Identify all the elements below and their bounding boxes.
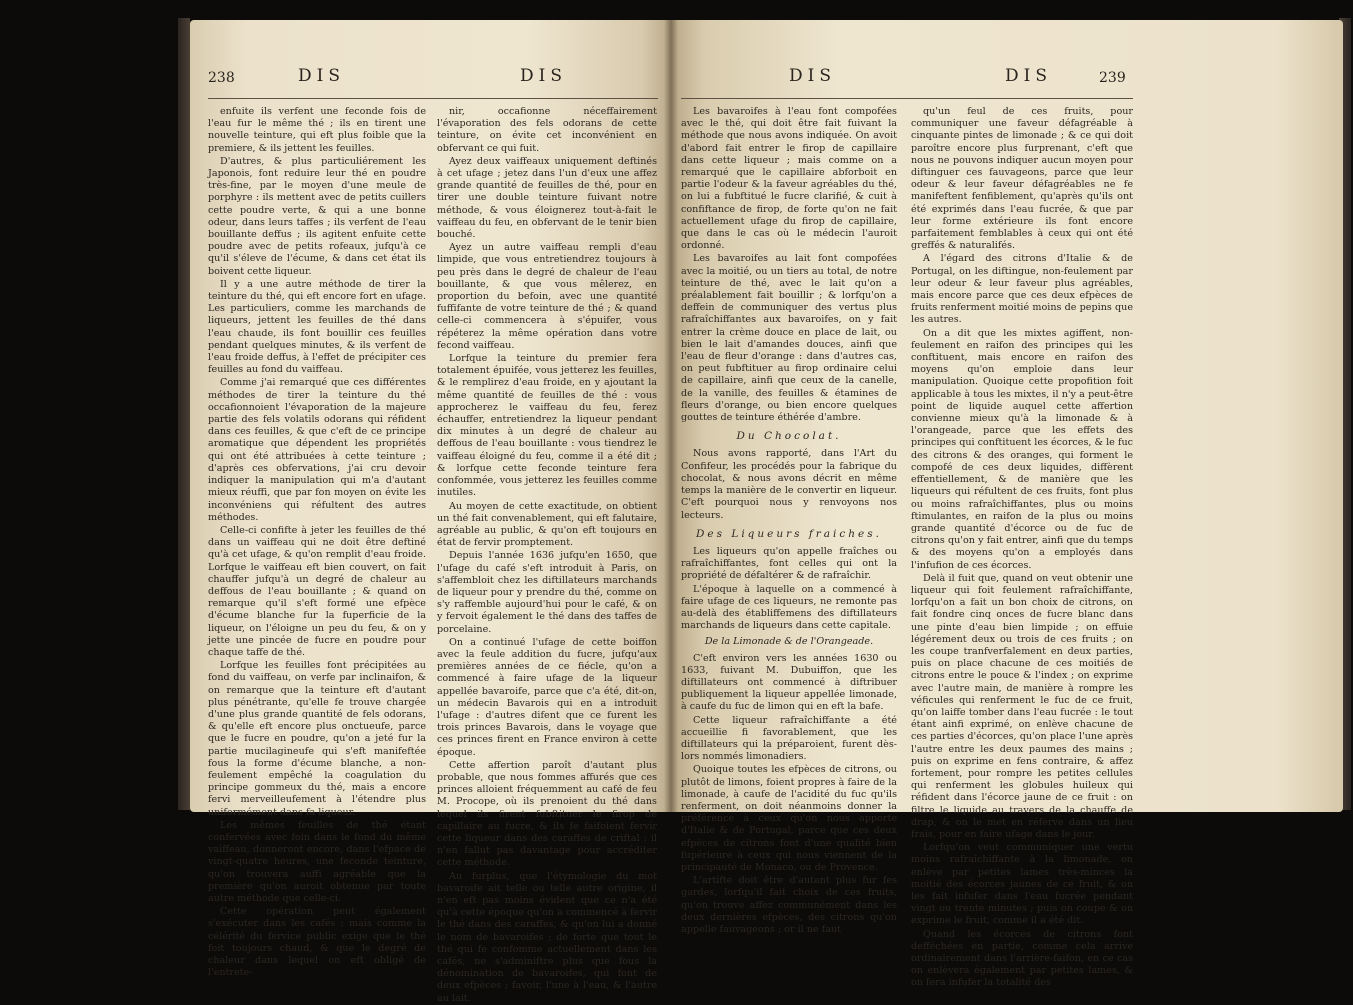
- paragraph: L'époque à laquelle on a commencé à faire ufage de ces liqueurs, ne remonte pas au-delà des établiffemens des diftillateurs marchands de liqueurs dans cette capitale.: [681, 583, 897, 632]
- paragraph: Quand les écorces de citrons font defféchées en partie, comme cela arrive ordinairement dans l'arrière-faifon, en ce cas on enlèvera également par petites lames, & on fera infufer la totalité des: [911, 928, 1133, 989]
- paragraph: Au furplus, que l'étymologie du mot bavaroife ait telle ou telle autre origine, il n'en eft pas moins évident que ce n'a été qu'à cette époque qu'on a commencé à fervir le thé dans des caraffes, & qu'on lui a donné le nom de bavaroifes ; de forte que tout le thé qui fe confomme actuellement dans les cafés, ne s'adminiftre plus que fous la dénomination de bavaroifes, qui font de deux efpèces ; favoir, l'une à l'eau, & l'autre au lait.: [437, 870, 657, 1004]
- paragraph: Ayez un autre vaiffeau rempli d'eau limpide, que vous entretiendrez toujours à peu près dans le degré de chaleur de l'eau bouillante, & que vous mêlerez, en proportion du befoin, avec une quantité fuffifante de votre teinture de thé ; & quand celle-ci commencera à s'épuifer, vous répéterez la même opération dans votre fecond vaiffeau.: [437, 242, 657, 351]
- section-heading: Des Liqueurs fraiches.: [695, 527, 882, 540]
- paragraph: Les bavaroifes à l'eau font compofées avec le thé, qui doit être fait fuivant la méthode que nous avons indiquée. On avoit d'abord fait entrer le firop de capillaire dans cette liqueur ; mais comme on a remarqué que le capillaire abforboit en partie l'odeur & la faveur agréables du thé, on lui a fubftitué le fucre clarifié, & cuit à confiftance de firop, de forte qu'on ne fait actuellement ufage du firop de capillaire, que dans le cas où le médecin l'auroit ordonné.: [681, 106, 897, 252]
- text-column-2: [437, 106, 657, 1004]
- paragraph: Depuis l'année 1636 jufqu'en 1650, que l'ufage du café s'eft introduit à Paris, on s'affembloit chez les diftillateurs marchands de liqueur pour y prendre du thé, comme on s'y raffemble aujourd'hui pour le café, & on y fervoit également le thé dans des taffes de porcelaine.: [437, 550, 657, 635]
- paragraph: A l'égard des citrons d'Italie & de Portugal, on les diftingue, non-feulement par leur odeur & leur faveur plus agréables, mais encore parce que ces deux efpèces de fruits renferment moitié moins de pepins que les autres.: [911, 253, 1133, 326]
- paragraph: Au moyen de cette exactitude, on obtient un thé fait convenablement, qui eft falutaire, agréable au public, & qu'on eft toujours en état de fervir promptement.: [437, 500, 657, 549]
- header-rule: [208, 98, 658, 99]
- paragraph: Il y a une autre méthode de tirer la teinture du thé, qui eft encore fort en ufage. Les particuliers, comme les marchands de liqueurs, jettent les feuilles de thé dans l'eau chaude, ils font bouillir ces feuilles pendant quelques minutes, & ils verfent de l'eau froide deffus, à l'effet de précipiter ces feuilles au fond du vaiffeau.: [208, 278, 426, 376]
- paragraph: Lorfqu'on veut communiquer une vertu moins rafraîchiffante à la limonade, on enlève par petites lames très-minces la moitié des écorces jaunes de ce fruit, & on les fait infufer dans l'eau fucrée pendant vingt ou trente minutes ; puis on coupe & on exprime le fruit, comme il a été dit.: [911, 842, 1133, 927]
- paragraph: Comme j'ai remarqué que ces différentes méthodes de tirer la teinture du thé occafionnoient l'évaporation de la majeure partie des fels volatils odorans qui réfident dans ces feuilles, & que c'eft de ce principe aromatique que dépendent les propriétés qui ont été attribuées à cette teinture ; d'après ces obfervations, j'ai cru devoir indiquer la manipulation qui m'a d'autant mieux réuffi, que par fon moyen on évite les inconvéniens qui réfultent des autres méthodes.: [208, 377, 426, 523]
- paragraph: qu'un feul de ces fruits, pour communiquer une faveur défagréable à cinquante pintes de limonade ; & ce qui doit paroître encore plus furprenant, c'eft que nous ne pouvons indiquer aucun moyen pour diftinguer ces fauvageons, parce que leur odeur & leur faveur défagréables ne fe manifeftent fenfiblement, qu'après qu'ils ont été exprimés dans l'eau fucrée, & que par leur forme extérieure ils font encore parfaitement femblables à ceux qui ont été greffés & naturalifés.: [911, 106, 1133, 252]
- paragraph: nir, occafionne néceffairement l'évaporation des fels odorans de cette teinture, on évite cet inconvénient en obfervant ce qui fuit.: [437, 106, 657, 154]
- subsection-heading: De la Limonade & de l'Orangeade.: [704, 636, 874, 648]
- left-page: [190, 20, 671, 1004]
- paragraph: Les mêmes feuilles de thé étant confervées avec foin dans le fond du même vaiffeau, donneront encore, dans l'efpace de vingt-quatre heures, une feconde teinture, qu'on trouvera auffi agréable que la première qu'on auroit obtenue par toute autre méthode que celle-ci.: [208, 819, 426, 904]
- page-number: 239: [1099, 70, 1126, 86]
- paragraph: enfuite ils verfent une feconde fois de l'eau fur le même thé ; ils en tirent une nouvelle teinture, qui eft plus foible que la premiere, & ils jettent les feuilles.: [208, 106, 426, 154]
- paragraph: Les liqueurs qu'on appelle fraîches ou rafraîchiffantes, font celles qui ont la propriété de défaltérer & de rafraîchir.: [681, 545, 897, 582]
- book-cover-left-edge: [178, 18, 190, 810]
- paragraph: Les bavaroifes au lait font compofées avec la moitié, ou un tiers au total, de notre teinture de thé, avec le lait qu'on a préalablement fait bouillir ; & lorfqu'on a deffein de communiquer des vertus plus rafraîchiffantes aux bavaroifes, on y fait entrer la crème douce en place de lait, ou bien le lait d'amandes douces, ainfi que l'eau de fleur d'orange : dans d'autres cas, on peut fubftituer au firop ordinaire celui de capillaire, ainfi que ceux de la canelle, de la vanille, des feuilles & étamines de fleurs d'orange, ou bien encore quelques gouttes de teinture éthérée d'ambre.: [681, 253, 897, 424]
- paragraph: Cette opération peut également s'exécuter dans les cafés ; mais comme la célérité du fervice public exige que le thé foit toujours chaud, & que le degré de chaleur dans lequel on eft obligé de l'entrete-: [208, 906, 426, 979]
- paragraph: Nous avons rapporté, dans l'Art du Confifeur, les procédés pour la fabrique du chocolat, & nous avons décrit en même temps la manière de le convertir en liqueur. C'eft pourquoi nous y renvoyons nos lecteurs.: [681, 448, 897, 521]
- running-head-left: DIS: [789, 66, 836, 86]
- paragraph: C'eft environ vers les années 1630 ou 1633, fuivant M. Dubuiffon, que les diftillateurs ont commencé à diftribuer publiquement la liqueur appellée limonade, à caufe du fuc de limon qui en eft la bafe.: [681, 652, 897, 713]
- section-heading: Du Chocolat.: [736, 430, 842, 443]
- paragraph: Cette liqueur rafraîchiffante a été accueillie fi favorablement, que les diftillateurs qui la préparoient, furent dès-lors nommés limonadiers.: [681, 714, 897, 763]
- paragraph: On a continué l'ufage de cette boiffon avec la feule addition du fucre, jufqu'aux premières années de ce fiécle, qu'on a commencé à faire ufage de la liqueur appellée bavaroife, parce que c'a été, dit-on, un médecin Bavarois qui en a introduit l'ufage : d'autres difent que ce furent les trois princes Bavarois, dans le voyage que ces princes firent en France environ à cette époque.: [437, 636, 657, 758]
- book-gutter: [664, 20, 678, 812]
- running-head-left: DIS: [298, 66, 345, 86]
- text-column-1: [681, 106, 897, 935]
- paragraph: Celle-ci confifte à jeter les feuilles de thé dans un vaiffeau qui ne doit être deftiné qu'à cet ufage, & qu'on remplit d'eau froide. Lorfque le vaiffeau eft bien couvert, on fait chauffer jufqu'à un degré de chaleur au deffous de l'eau bouillante ; & quand on remarque qu'il s'eft formé une efpèce d'écume blanche fur la fuperficie de la liqueur, on l'éloigne un peu du feu, & on y jette une pincée de fucre en poudre pour chaque taffe de thé.: [208, 524, 426, 658]
- paragraph: On a dit que les mixtes agiffent, non-feulement en raifon des principes qui les conftituent, mais encore en raifon des moyens qu'on emploie dans leur manipulation. Quoique cette propofition foit applicable à tous les mixtes, il n'y a peut-être point de liquide auquel cette affertion convienne mieux qu'à la limonade & à l'orangeade, parce que les effets des principes qui conftituent les écorces, & le fuc des citrons & des oranges, qui forment le compofé de ces deux liquides, diffèrent effentiellement, & de manière que les liqueurs qui réfultent de ces fruits, font plus ou moins rafraîchiffantes, plus ou moins ftimulantes, en raifon de la plus ou moins grande quantité d'écorce ou de fuc de citrons qu'on y fait entrer, ainfi que du temps & des moyens qu'on a employés dans l'infufion de ces écorces.: [911, 327, 1133, 571]
- text-column-2: [911, 106, 1133, 989]
- paragraph: Quoique toutes les efpèces de citrons, ou plutôt de limons, foient propres à faire de la limonade, à caufe de l'acidité du fuc qu'ils renferment, on doit néanmoins donner la préférence à ceux qu'on nous apporte d'Italie & de Portugal, parce que ces deux efpèces de citrons font d'une qualité bien fupérieure à ceux qui nous viennent de la principauté de Monaco, ou de Provence.: [681, 764, 897, 873]
- paragraph: Delà il fuit que, quand on veut obtenir une liqueur qui foit feulement rafraîchiffante, lorfqu'on a fait un bon choix de citrons, on fait fondre cinq onces de fucre blanc dans une pinte d'eau bien limpide ; on effuie légérement deux ou trois de ces fruits ; on les coupe tranfverfalement en deux parties, puis on place chacune de ces moitiés de citrons entre le pouce & l'index ; on exprime avec l'autre main, de manière à rompre les véficules qui renferment le fuc de ce fruit, qu'on laiffe tomber dans l'eau fucrée : le tout étant ainfi exprimé, on enlève chacune de ces parties d'écorces, qu'on place l'une après l'autre entre les deux paumes des mains ; puis on exprime en fens contraire, & affez fortement, pour rompre les petites cellules qui renferment les globules huileux qui réfident dans l'écorce jaune de ce fruit : on filtre le liquide au travers de la chauffe de drap, & on le met en réferve dans un lieu frais, pour en faire ufage dans le jour.: [911, 572, 1133, 840]
- paragraph: Ayez deux vaiffeaux uniquement deftinés à cet ufage ; jetez dans l'un d'eux une affez grande quantité de feuilles de thé, pour en tirer une double teinture fuivant notre méthode, & vous éloignerez tout-à-fait le vaiffeau du feu, en obfervant de le tenir bien bouché.: [437, 155, 657, 241]
- paragraph: D'autres, & plus particuliérement les Japonois, font reduire leur thé en poudre très-fine, par le moyen d'une meule de porphyre : ils mettent avec de petits cuillers cette poudre verte, & qui a une bonne odeur, dans leurs taffes ; ils verfent de l'eau bouillante deffus ; ils agitent enfuite cette poudre avec de petits rofeaux, jufqu'à ce qu'il s'éleve de l'écume, & dans cet état ils boivent cette liqueur.: [208, 155, 426, 277]
- header-rule: [681, 98, 1133, 99]
- right-page: [671, 20, 1343, 989]
- paragraph: Lorfque les feuilles font précipitées au fond du vaiffeau, on verfe par inclinaifon, & on remarque que la teinture eft d'autant plus pénétrante, qu'elle fe trouve chargée d'une plus grande quantité de fels odorans, & qu'elle eft encore plus onctueufe, parce que le fucre en poudre, qu'on a jeté fur la partie mucilagineufe qui s'eft manifeftée fous la forme d'écume blanche, a non-feulement empêché la coagulation du principe gommeux du thé, mais a encore fervi merveilleufement à l'étendre plus uniformément dans fa liqueur.: [208, 660, 426, 818]
- paragraph: L'artifte doit être d'autant plus fur fes gardes, lorfqu'il fait choix de ces fruits, qu'on trouve affez communément dans les deux dernières efpèces, des citrons qu'on appelle fauvageons ; or il ne faut: [681, 875, 897, 935]
- running-head-right: DIS: [1005, 66, 1052, 86]
- running-head-right: DIS: [520, 66, 567, 86]
- paragraph: Lorfque la teinture du premier fera totalement épuifée, vous jetterez les feuilles, & le remplirez d'eau froide, en y ajoutant la même quantité de feuilles de thé : vous approcherez le vaiffeau du feu, ferez échauffer, entretiendrez la liqueur pendant dix minutes à un degré de chaleur au deffous de l'eau bouillante : vous tiendrez le vaiffeau éloigné du feu, comme il a été dit ; & lorfque cette feconde teinture fera confommée, vous jetterez les feuilles comme inutiles.: [437, 353, 657, 499]
- text-column-1: [208, 106, 426, 979]
- paragraph: Cette affertion paroît d'autant plus probable, que nous fommes affurés que ces princes alloient fréquemment au café de feu M. Procope, où ils prenoient du thé dans lequel ils firent fubftituer le firop de capillaire au fucre, & ils fe faifoient fervir cette liqueur dans des caraffes de criftal : il n'en fallut pas davantage pour accréditer cette méthode.: [437, 759, 657, 869]
- page-number: 238: [208, 70, 235, 86]
